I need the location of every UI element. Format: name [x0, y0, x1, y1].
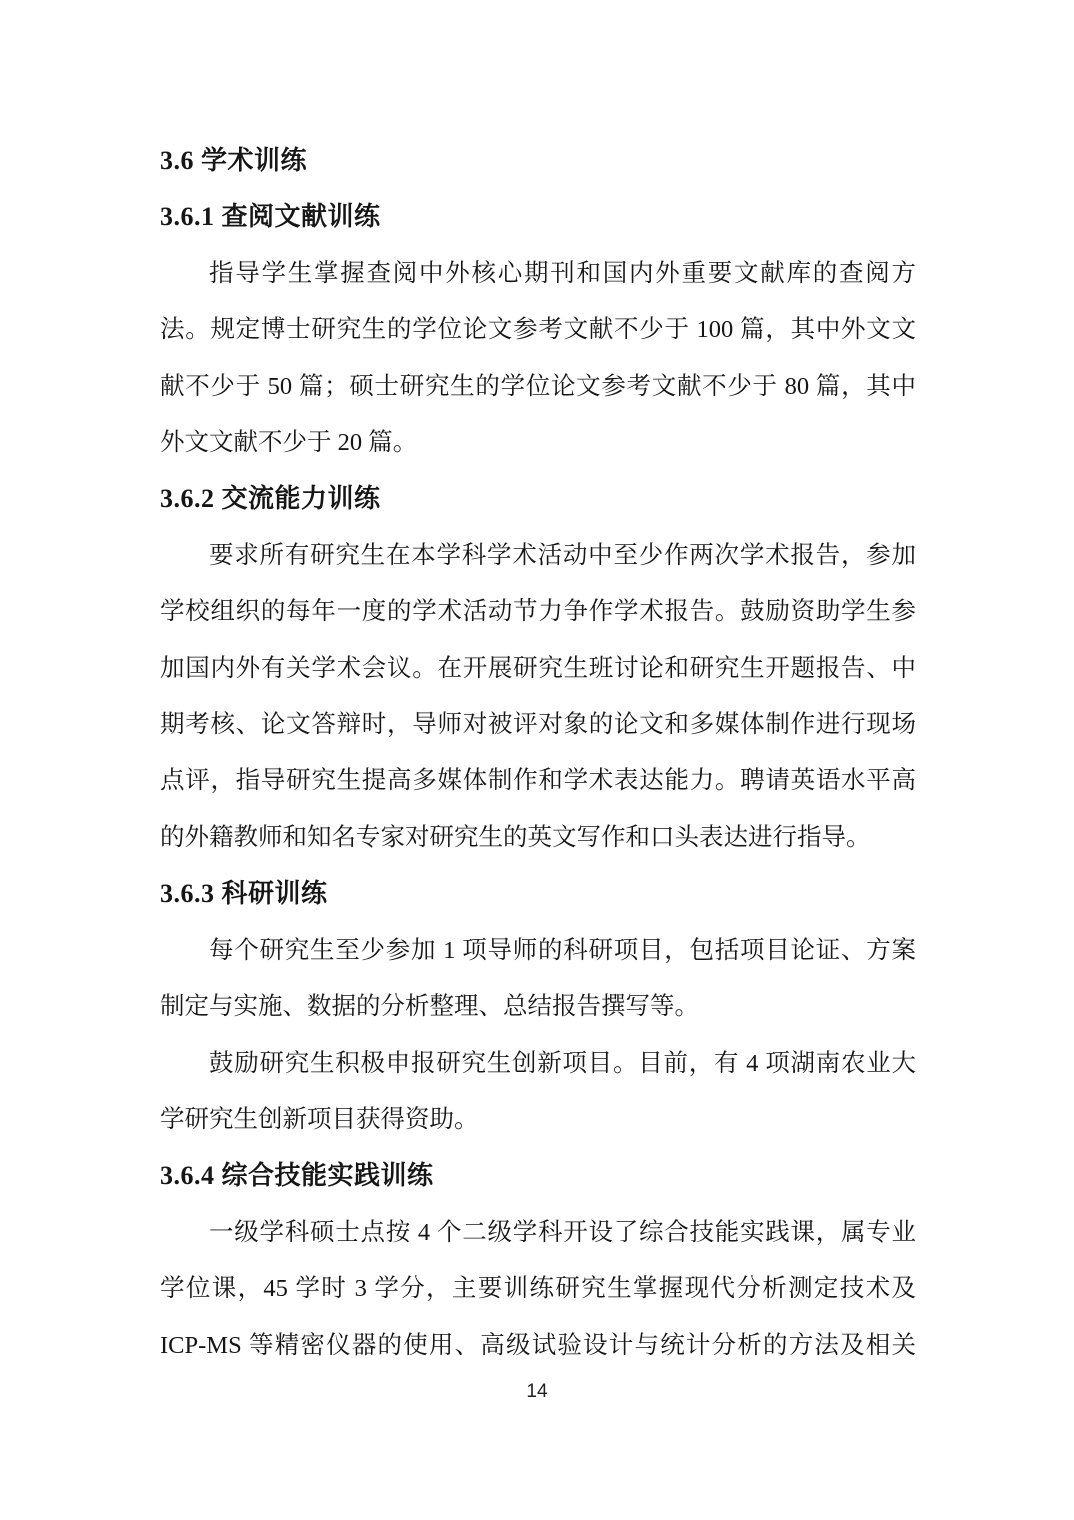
page-content [160, 133, 916, 1374]
text-line: ICP-MS 等精密仪器的使用、高级试验设计与统计分析的方法及相关 [160, 1331, 916, 1359]
text-line: 期考核、论文答辩时，导师对被评对象的论文和多媒体制作进行现场 [160, 711, 916, 739]
text-line: 学校组织的每年一度的学术活动节力争作学术报告。鼓励资助学生参 [160, 598, 916, 626]
text-line: 学研究生创新项目获得资助。 [160, 1105, 479, 1133]
text-line: 加国内外有关学术会议。在开展研究生班讨论和研究生开题报告、中 [160, 654, 916, 682]
text-line: 的外籍教师和知名专家对研究生的英文写作和口头表达进行指导。 [160, 823, 871, 851]
text-line: 献不少于 50 篇；硕士研究生的学位论文参考文献不少于 80 篇，其中 [160, 372, 916, 400]
text-line: 学位课，45 学时 3 学分，主要训练研究生掌握现代分析测定技术及 [160, 1275, 916, 1303]
text-line: 鼓励研究生积极申报研究生创新项目。目前，有 4 项湖南农业大 [209, 1049, 916, 1077]
text-line: 制定与实施、数据的分析整理、总结报告撰写等。 [160, 993, 699, 1021]
text-line: 点评，指导研究生提高多媒体制作和学术表达能力。聘请英语水平高 [160, 767, 916, 795]
text-line: 指导学生掌握查阅中外核心期刊和国内外重要文献库的查阅方 [209, 259, 916, 287]
page-number: 14 [526, 1381, 548, 1402]
section-heading-3-6: 3.6 学术训练 [160, 146, 308, 175]
section-heading-3-6-1: 3.6.1 查阅文献训练 [160, 202, 381, 232]
text-line: 外文文献不少于 20 篇。 [160, 429, 418, 457]
section-heading-3-6-4: 3.6.4 综合技能实践训练 [160, 1161, 434, 1191]
text-line: 法。规定博士研究生的学位论文参考文献不少于 100 篇，其中外文文 [160, 316, 916, 344]
text-line: 要求所有研究生在本学科学术活动中至少作两次学术报告，参加 [209, 541, 916, 569]
section-heading-3-6-3: 3.6.3 科研训练 [160, 879, 328, 909]
text-line: 一级学科硕士点按 4 个二级学科开设了综合技能实践课，属专业 [209, 1218, 916, 1246]
text-line: 每个研究生至少参加 1 项导师的科研项目，包括项目论证、方案 [209, 936, 916, 964]
page-footer [0, 1381, 1074, 1403]
section-heading-3-6-2: 3.6.2 交流能力训练 [160, 484, 381, 514]
